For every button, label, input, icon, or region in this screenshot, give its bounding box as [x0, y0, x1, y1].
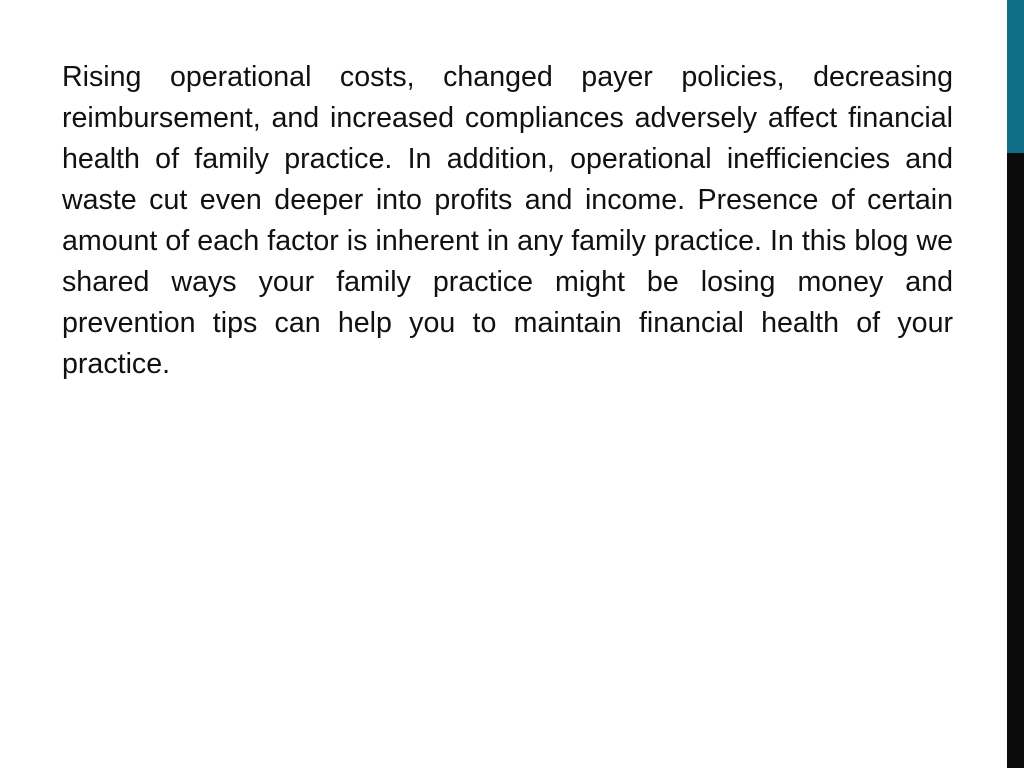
body-paragraph: Rising operational costs, changed payer policies, decreasing reimbursement, and increased compliances adversely affect financial health of family practice. In addition, operational inefficiencies and waste cut even deeper into profits and income. Presence of certain amount of each factor is inherent in any family practice. In this blog we shared ways your family practice might be losing money and prevention tips can help you to maintain financial health of your practice. [62, 61, 953, 380]
edge-accent-stripe [1007, 0, 1024, 153]
right-edge-bar [1007, 0, 1024, 768]
